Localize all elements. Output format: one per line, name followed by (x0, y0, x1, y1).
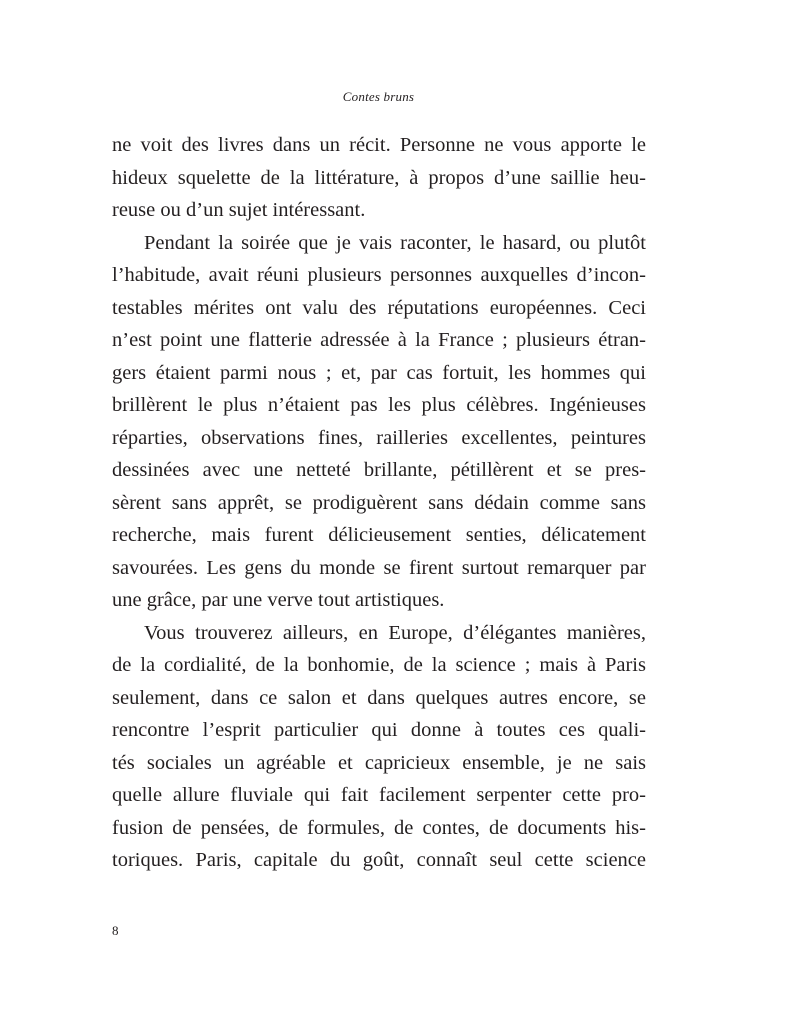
text-line: l’habitude, avait réuni plusieurs personnes auxquelles d’incon- (112, 264, 646, 286)
text-line: reuse ou d’un sujet intéressant. (112, 199, 366, 221)
text-line: rencontre l’esprit particulier qui donne à toutes ces quali- (112, 719, 646, 741)
text-line: quelle allure fluviale qui fait facilement serpenter cette pro- (112, 784, 646, 806)
text-line: gers étaient parmi nous ; et, par cas fortuit, les hommes qui (112, 361, 646, 384)
text-line: Pendant la soirée que je vais raconter, le hasard, ou plutôt (144, 231, 646, 254)
text-line: Vous trouverez ailleurs, en Europe, d’élégantes manières, (144, 621, 646, 644)
text-line: seulement, dans ce salon et dans quelques autres encore, se (112, 686, 646, 709)
text-line: n’est point une flatterie adressée à la France ; plusieurs étran- (112, 329, 646, 351)
text-line: sèrent sans apprêt, se prodiguèrent sans dédain comme sans (112, 491, 646, 514)
text-line: une grâce, par une verve tout artistiques. (112, 589, 445, 611)
text-line: ne voit des livres dans un récit. Personne ne vous apporte le (112, 134, 646, 156)
text-line: hideux squelette de la littérature, à propos d’une saillie heu- (112, 166, 646, 189)
text-line: toriques. Paris, capitale du goût, connaît seul cette science (112, 849, 646, 871)
text-line: brillèrent le plus n’étaient pas les plus célèbres. Ingénieuses (112, 394, 646, 416)
text-line: tés sociales un agréable et capricieux ensemble, je ne sais (112, 751, 646, 774)
text-line: dessinées avec une netteté brillante, pétillèrent et se pres- (112, 459, 646, 481)
body-text (112, 129, 646, 877)
text-line: réparties, observations fines, railleries excellentes, peintures (112, 426, 646, 449)
text-line: recherche, mais furent délicieusement senties, délicatement (112, 524, 646, 546)
running-head: Contes bruns (342, 89, 415, 104)
text-line: de la cordialité, de la bonhomie, de la science ; mais à Paris (112, 654, 646, 676)
text-line: fusion de pensées, de formules, de contes, de documents his- (112, 816, 646, 839)
text-line: savourées. Les gens du monde se firent surtout remarquer par (112, 556, 646, 579)
text-line: testables mérites ont valu des réputations européennes. Ceci (112, 296, 646, 319)
page-number: 8 (112, 923, 119, 938)
